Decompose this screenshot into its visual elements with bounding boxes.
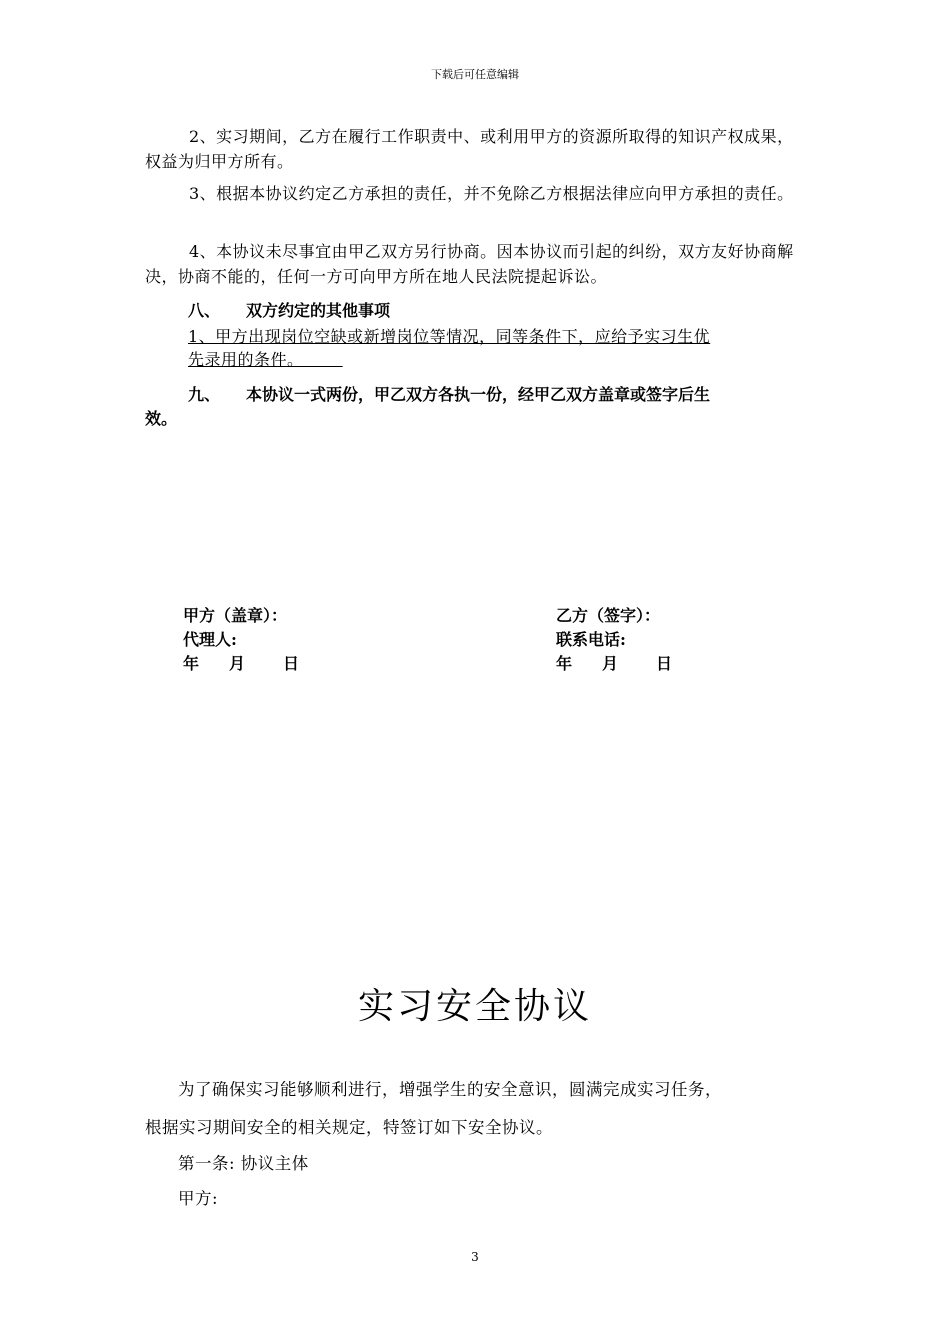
phone-label: 联系电话: [556, 630, 626, 649]
agreement-title: 实习安全协议 [357, 986, 592, 1027]
clause-4: 4、本协议未尽事宜由甲乙双方另行协商。因本协议而引起的纠纷，双方友好协商解决，协商不能的，任何一方可向甲方所在地人民法院提起诉讼。 [145, 242, 794, 286]
article-1-heading: 第一条: 协议主体 [178, 1154, 309, 1173]
intro-line-1: 为了确保实习能够顺利进行，增强学生的安全意识，圆满完成实习任务， [178, 1080, 722, 1099]
party-a-signature-block [183, 604, 299, 676]
clause-2: 2、实习期间，乙方在履行工作职责中、或利用甲方的资源所取得的知识产权成果，权益为归甲方所有。 [145, 127, 794, 171]
party-b-date: 年 月 日 [556, 654, 673, 673]
page-header-note: 下载后可任意编辑 [431, 68, 519, 81]
section-8-number: 八、 [188, 301, 221, 320]
page-number: 3 [471, 1250, 479, 1264]
section-8-title: 双方约定的其他事项 [246, 301, 391, 320]
section-9-number: 九、 [188, 385, 221, 404]
agent-label: 代理人: [183, 630, 237, 649]
party-b-label: 乙方（签字）： [556, 606, 661, 625]
party-b-signature-block [556, 604, 672, 676]
clause-3: 3、根据本协议约定乙方承担的责任，并不免除乙方根据法律应向甲方承担的责任。 [189, 184, 794, 203]
party-a-field-label: 甲方: [178, 1189, 219, 1208]
section-9-text-line1: 本协议一式两份，甲乙双方各执一份，经甲乙双方盖章或签字后生 [246, 385, 711, 404]
section-9-text-line2: 效。 [145, 409, 178, 428]
intro-line-2: 根据实习期间安全的相关规定，特签订如下安全协议。 [145, 1118, 553, 1137]
party-a-label: 甲方（盖章）： [183, 606, 288, 625]
section-8-item-line2: 先录用的条件。 [188, 350, 304, 369]
party-a-date: 年 月 日 [183, 654, 300, 673]
section-8-item-line1: 1、甲方出现岗位空缺或新增岗位等情况，同等条件下，应给予实习生优 [188, 327, 711, 346]
